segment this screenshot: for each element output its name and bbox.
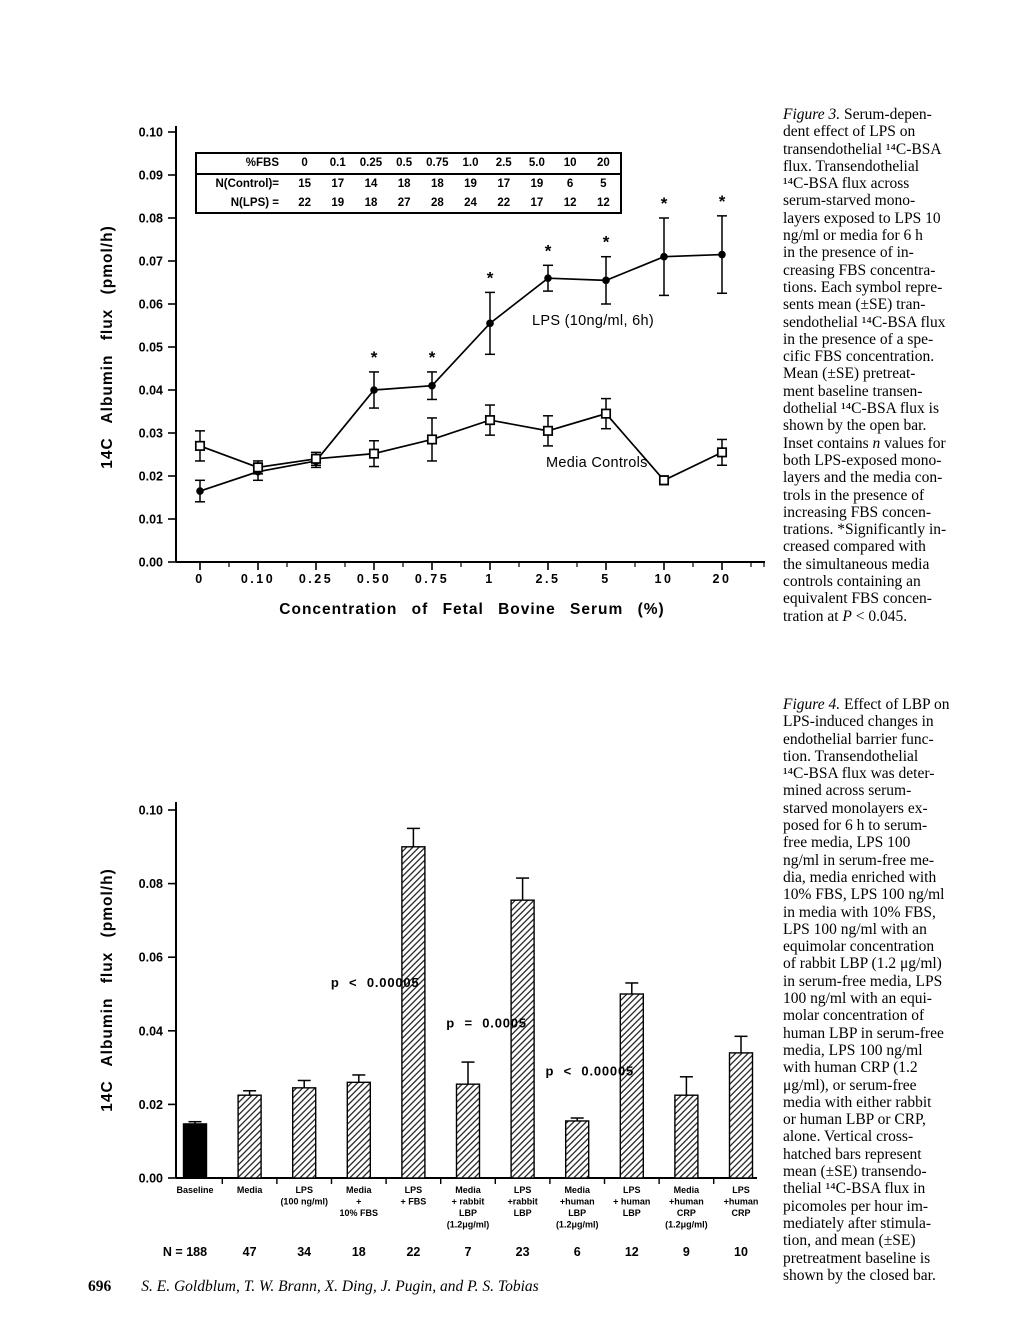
bar-hatched bbox=[730, 1053, 753, 1178]
data-point-open-square bbox=[254, 463, 262, 471]
data-point-open-square bbox=[602, 409, 610, 417]
caption-line: 100 ng/ml with an equi- bbox=[783, 990, 932, 1008]
caption-line: sents mean (±SE) tran- bbox=[783, 296, 926, 314]
y-tick-label: 0.02 bbox=[138, 469, 163, 484]
caption-line: mean (±SE) transendo- bbox=[783, 1163, 927, 1181]
caption-line: tion. Transendothelial bbox=[783, 747, 919, 765]
caption-line: flux. Transendothelial bbox=[783, 157, 920, 175]
authors: S. E. Goldblum, T. W. Brann, X. Ding, J. Pugin, and P. S. Tobias bbox=[141, 1278, 539, 1295]
data-point-open-square bbox=[196, 442, 204, 450]
caption-line: μg/ml), or serum-free bbox=[783, 1076, 917, 1094]
bar-label: (1.2μg/ml) bbox=[665, 1219, 708, 1230]
bar-label: (1.2μg/ml) bbox=[555, 1219, 599, 1230]
bar-label: LBP bbox=[622, 1208, 641, 1218]
n-value: 18 bbox=[351, 1245, 366, 1259]
inset-cell: 12 bbox=[596, 196, 610, 209]
caption-line: human LBP in serum-free bbox=[783, 1024, 944, 1042]
bar-label: Media bbox=[455, 1185, 481, 1195]
inset-cell: 27 bbox=[397, 196, 411, 209]
data-point-open-square bbox=[428, 435, 436, 443]
caption-line: media, LPS 100 ng/ml bbox=[783, 1041, 923, 1059]
n-value: 22 bbox=[406, 1245, 421, 1259]
bar-label: 10% FBS bbox=[339, 1208, 379, 1218]
data-point-open-square bbox=[370, 449, 378, 457]
caption-line: equimolar concentration bbox=[783, 938, 935, 956]
caption-line: increasing FBS concen- bbox=[783, 503, 932, 521]
data-point-filled-circle bbox=[370, 386, 378, 394]
x-tick-label: 20 bbox=[712, 572, 732, 586]
inset-cell: 17 bbox=[530, 196, 544, 209]
inset-cell: 19 bbox=[331, 196, 345, 209]
caption-line: ment baseline transen- bbox=[783, 382, 923, 400]
bar-label: (100 ng/ml) bbox=[280, 1196, 328, 1207]
bar-label: LPS bbox=[295, 1185, 313, 1195]
inset-cell: 24 bbox=[464, 196, 477, 209]
inset-cell: 6 bbox=[566, 178, 574, 191]
bar-label: Media bbox=[236, 1185, 263, 1195]
y-tick-label: 0.10 bbox=[138, 125, 163, 140]
caption-line: creasing FBS concentra- bbox=[783, 261, 936, 279]
y-axis-title: 14C Albumin flux (pmol/h) bbox=[99, 868, 116, 1112]
caption-line: dothelial ¹⁴C-BSA flux is bbox=[783, 400, 940, 418]
x-tick-label: 2.5 bbox=[535, 572, 561, 586]
caption-line: dent effect of LPS on bbox=[783, 123, 916, 141]
bar-label: + human bbox=[613, 1196, 651, 1207]
inset-cell: 0.1 bbox=[321, 154, 354, 174]
data-point-filled-circle bbox=[486, 320, 494, 328]
x-axis-title: Concentration of Fetal Bovine Serum (%) bbox=[279, 601, 665, 618]
x-tick-label: 1 bbox=[485, 572, 495, 586]
bar-label: (1.2μg/ml) bbox=[446, 1219, 490, 1230]
y-axis-title: 14C Albumin flux (pmol/h) bbox=[99, 225, 116, 469]
bar-label: + bbox=[356, 1196, 362, 1207]
inset-cell: 22 bbox=[497, 196, 511, 209]
caption-line: tration at P < 0.045. bbox=[783, 607, 908, 625]
caption-line: in media with 10% FBS, bbox=[783, 903, 936, 921]
y-tick-label: 0.10 bbox=[138, 803, 163, 818]
y-tick-label: 0.00 bbox=[138, 555, 163, 570]
caption-line: both LPS-exposed mono- bbox=[783, 451, 942, 469]
data-point-filled-circle bbox=[718, 251, 726, 259]
caption-line: shown by the closed bar. bbox=[783, 1266, 936, 1284]
data-point-filled-circle bbox=[660, 253, 668, 261]
inset-cell: 0.25 bbox=[354, 154, 387, 174]
caption-line: thelial ¹⁴C-BSA flux in bbox=[783, 1180, 926, 1198]
caption-line: posed for 6 h to serum- bbox=[783, 817, 928, 835]
y-tick-label: 0.09 bbox=[138, 168, 163, 183]
inset-table bbox=[197, 154, 620, 212]
x-tick-label: 0.75 bbox=[414, 572, 450, 586]
n-value: 12 bbox=[624, 1245, 639, 1259]
bar-label: + rabbit bbox=[451, 1196, 485, 1207]
caption-line: tion, and mean (±SE) bbox=[783, 1232, 916, 1250]
bar-hatched bbox=[457, 1084, 480, 1178]
inset-cell: 0 bbox=[288, 154, 321, 174]
significance-asterisk: * bbox=[602, 232, 610, 252]
caption-line: mediately after stimula- bbox=[783, 1214, 932, 1232]
data-point-filled-circle bbox=[196, 487, 204, 495]
bar-label: +rabbit bbox=[507, 1196, 538, 1207]
n-value: 23 bbox=[515, 1245, 530, 1259]
caption-line: LPS-induced changes in bbox=[783, 713, 934, 731]
data-point-filled-circle bbox=[428, 382, 436, 390]
data-point-filled-circle bbox=[602, 277, 610, 285]
bar-label: +human bbox=[559, 1196, 595, 1207]
caption-line: picomoles per hour im- bbox=[783, 1197, 929, 1215]
caption-line: layers and the media con- bbox=[783, 469, 943, 487]
bar-label: LPS bbox=[732, 1185, 750, 1195]
page-number: 696 bbox=[88, 1278, 112, 1295]
caption-line: trols in the presence of bbox=[783, 486, 925, 504]
inset-cell: 14 bbox=[364, 178, 378, 191]
bar-label: LPS bbox=[404, 1185, 423, 1195]
n-value: 7 bbox=[464, 1245, 472, 1259]
bar-label: Media bbox=[673, 1185, 700, 1195]
bar-hatched bbox=[620, 994, 643, 1178]
data-point-open-square bbox=[312, 455, 320, 463]
x-tick-label: 0 bbox=[195, 572, 205, 586]
bar-label: + FBS bbox=[400, 1196, 427, 1207]
caption-line: with human CRP (1.2 bbox=[783, 1059, 918, 1077]
caption-line: mined across serum- bbox=[783, 782, 912, 800]
n-value: 47 bbox=[242, 1245, 257, 1259]
caption-line: dia, media enriched with bbox=[783, 868, 937, 886]
n-value: 34 bbox=[297, 1245, 312, 1259]
inset-cell: 5.0 bbox=[520, 154, 553, 174]
caption-line: shown by the open bar. bbox=[783, 417, 927, 435]
inset-cell: 28 bbox=[430, 196, 444, 209]
x-tick-label: 5 bbox=[601, 572, 611, 586]
caption-line: Inset contains n values for bbox=[783, 434, 946, 452]
caption-line: the simultaneous media bbox=[783, 555, 930, 573]
caption-line: media with either rabbit bbox=[783, 1093, 932, 1111]
y-tick-label: 0.02 bbox=[138, 1097, 163, 1112]
inset-cell: 20 bbox=[587, 154, 620, 174]
bar-hatched bbox=[566, 1121, 589, 1178]
inset-row-label: %FBS bbox=[197, 154, 288, 174]
inset-cell: 12 bbox=[563, 196, 577, 209]
p-value-annotation: p < 0.00005 bbox=[330, 974, 420, 990]
inset-row-label: N(LPS) = bbox=[230, 196, 279, 209]
y-tick-label: 0.04 bbox=[138, 1024, 163, 1039]
caption-line: in serum-free media, LPS bbox=[783, 972, 943, 990]
x-tick-label: 0.50 bbox=[356, 572, 392, 586]
figure3-caption bbox=[783, 106, 1020, 625]
bar-hatched bbox=[511, 900, 534, 1178]
caption-line: sendothelial ¹⁴C-BSA flux bbox=[783, 313, 946, 331]
caption-line: layers exposed to LPS 10 bbox=[783, 209, 941, 227]
bar-label: LBP bbox=[513, 1208, 532, 1218]
bar-label: +human bbox=[723, 1196, 759, 1207]
bar-label: Media bbox=[346, 1185, 372, 1195]
y-tick-label: 0.03 bbox=[138, 426, 163, 441]
y-tick-label: 0.08 bbox=[138, 877, 163, 892]
figure3-inset-table bbox=[195, 152, 622, 214]
inset-cell: 19 bbox=[464, 178, 477, 191]
media-controls-series bbox=[195, 399, 727, 485]
figure4-caption bbox=[783, 696, 1020, 1284]
figure4-bar-chart bbox=[99, 802, 758, 1259]
caption-line: 10% FBS, LPS 100 ng/ml bbox=[783, 886, 945, 904]
bar-hatched bbox=[675, 1095, 698, 1178]
caption-line: trations. *Significantly in- bbox=[783, 521, 947, 539]
caption-line: ng/ml or media for 6 h bbox=[783, 227, 923, 245]
significance-asterisk: * bbox=[718, 191, 726, 211]
inset-cell: 0.75 bbox=[421, 154, 454, 174]
caption-line: molar concentration of bbox=[783, 1007, 925, 1025]
series-label-lps: LPS (10ng/ml, 6h) bbox=[532, 313, 654, 329]
x-tick-label: 10 bbox=[654, 572, 674, 586]
bar-label: LPS bbox=[623, 1185, 641, 1195]
y-tick-label: 0.06 bbox=[138, 950, 163, 965]
caption-line: Figure 3. Serum-depen- bbox=[783, 106, 932, 123]
inset-cell: 17 bbox=[497, 178, 511, 191]
caption-line: tions. Each symbol repre- bbox=[783, 278, 943, 296]
caption-line: Mean (±SE) pretreat- bbox=[783, 365, 916, 383]
caption-line: LPS 100 ng/ml with an bbox=[783, 920, 927, 938]
caption-line: or human LBP or CRP, bbox=[783, 1111, 926, 1129]
caption-line: ¹⁴C-BSA flux was deter- bbox=[783, 765, 935, 783]
caption-line: alone. Vertical cross- bbox=[783, 1128, 914, 1146]
inset-cell: 0.5 bbox=[388, 154, 421, 174]
data-point-open-square bbox=[486, 416, 494, 424]
significance-asterisk: * bbox=[660, 194, 668, 213]
x-tick-label: 0.25 bbox=[298, 572, 334, 586]
bar-label: CRP bbox=[731, 1208, 751, 1218]
caption-line: equivalent FBS concen- bbox=[783, 590, 932, 608]
p-value-annotation: p = 0.0005 bbox=[446, 1015, 527, 1031]
y-tick-label: 0.00 bbox=[138, 1171, 163, 1186]
n-value: N = 188 bbox=[162, 1245, 208, 1259]
caption-line: cific FBS concentration. bbox=[783, 348, 935, 366]
inset-cell: 10 bbox=[554, 154, 587, 174]
inset-cell: 15 bbox=[298, 178, 311, 191]
series-label-media: Media Controls bbox=[546, 455, 648, 471]
y-tick-label: 0.08 bbox=[138, 211, 163, 226]
bar-label: LBP bbox=[568, 1208, 587, 1218]
y-tick-label: 0.06 bbox=[138, 297, 163, 312]
bar-hatched bbox=[293, 1088, 316, 1178]
n-value: 9 bbox=[682, 1245, 690, 1259]
inset-cell: 18 bbox=[430, 178, 444, 191]
caption-line: in the presence of in- bbox=[783, 244, 914, 262]
bar-label: CRP bbox=[676, 1208, 696, 1218]
inset-row-label: N(Control)= bbox=[215, 178, 279, 191]
inset-cell: 18 bbox=[364, 196, 378, 209]
data-point-filled-circle bbox=[544, 274, 552, 282]
n-value: 6 bbox=[573, 1245, 581, 1259]
inset-cell: 5 bbox=[600, 178, 607, 191]
bar-hatched bbox=[238, 1095, 261, 1178]
caption-line: hatched bars represent bbox=[783, 1145, 922, 1163]
inset-row bbox=[197, 174, 620, 194]
bar-label: +human bbox=[669, 1196, 704, 1207]
significance-asterisk: * bbox=[428, 347, 436, 367]
data-point-open-square bbox=[544, 427, 552, 435]
significance-asterisk: * bbox=[544, 241, 552, 261]
significance-asterisk: * bbox=[370, 347, 378, 367]
caption-line: endothelial barrier func- bbox=[783, 730, 934, 748]
caption-line: in the presence of a spe- bbox=[783, 330, 934, 348]
caption-line: creased compared with bbox=[783, 538, 926, 556]
bar-label: LBP bbox=[459, 1208, 477, 1218]
inset-cell: 18 bbox=[397, 178, 411, 191]
inset-cell: 2.5 bbox=[487, 154, 520, 174]
y-tick-label: 0.05 bbox=[138, 340, 163, 355]
inset-cell: 19 bbox=[530, 178, 544, 191]
caption-line: serum-starved mono- bbox=[783, 192, 916, 210]
caption-line: free media, LPS 100 bbox=[783, 834, 911, 852]
inset-row bbox=[197, 194, 620, 212]
caption-line: controls containing an bbox=[783, 573, 921, 591]
data-point-open-square bbox=[718, 448, 726, 456]
y-tick-label: 0.07 bbox=[138, 254, 163, 269]
caption-line: ng/ml in serum-free me- bbox=[783, 851, 935, 869]
inset-row bbox=[197, 154, 620, 174]
caption-line: transendothelial ¹⁴C-BSA bbox=[783, 140, 942, 158]
y-tick-label: 0.01 bbox=[138, 512, 163, 527]
page-footer bbox=[88, 1278, 539, 1296]
caption-line: starved monolayers ex- bbox=[783, 799, 928, 817]
x-tick-label: 0.10 bbox=[240, 572, 276, 586]
inset-cell: 1.0 bbox=[454, 154, 487, 174]
caption-line: ¹⁴C-BSA flux across bbox=[783, 175, 910, 193]
bar-solid bbox=[184, 1124, 207, 1178]
bar-label: LPS bbox=[513, 1185, 532, 1195]
data-point-open-square bbox=[660, 476, 668, 484]
bar-hatched bbox=[347, 1082, 370, 1178]
caption-line: pretreatment baseline is bbox=[783, 1249, 931, 1267]
n-value: 10 bbox=[734, 1245, 748, 1259]
inset-cell: 22 bbox=[298, 196, 311, 209]
caption-line: Figure 4. Effect of LBP on bbox=[783, 696, 950, 713]
inset-cell: 17 bbox=[331, 178, 345, 191]
significance-asterisk: * bbox=[486, 268, 494, 288]
bar-label: Media bbox=[564, 1185, 590, 1195]
caption-line: of rabbit LBP (1.2 μg/ml) bbox=[783, 955, 942, 973]
y-tick-label: 0.04 bbox=[138, 383, 163, 398]
p-value-annotation: p < 0.00005 bbox=[545, 1063, 635, 1079]
bar-label: Baseline bbox=[176, 1185, 214, 1195]
bar-hatched bbox=[402, 847, 425, 1178]
